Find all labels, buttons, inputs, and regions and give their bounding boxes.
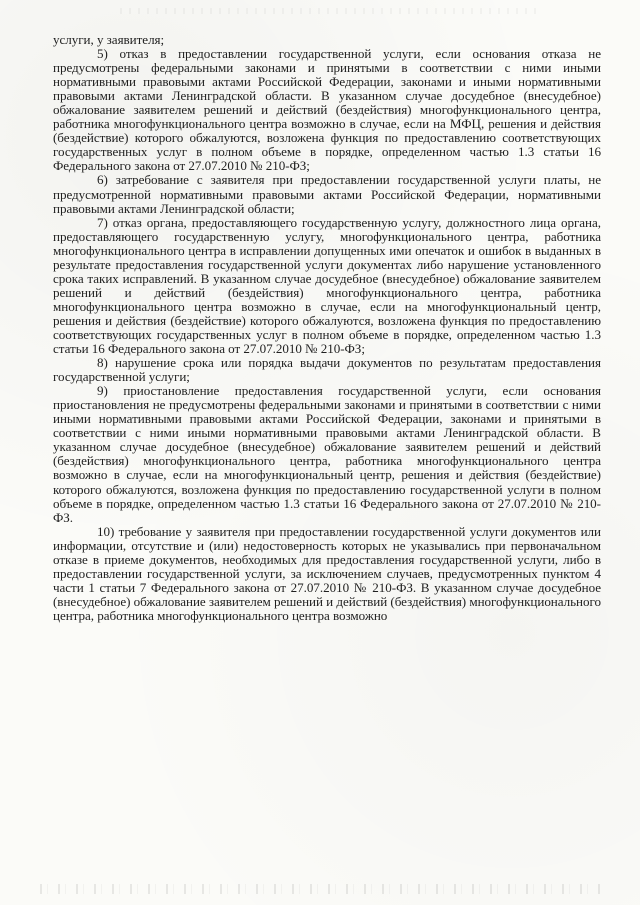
- paragraph-item-8: 8) нарушение срока или порядка выдачи документов по результатам предоставления государственной услуги;: [53, 355, 601, 385]
- document-body: [53, 33, 601, 623]
- scan-noise-top: [120, 8, 540, 14]
- scan-noise-bottom: [40, 884, 600, 894]
- paragraph-item-6: 6) затребование с заявителя при предоставлении государственной услуги платы, не предусмотренной нормативными правовыми актами Российской Федерации, нормативными правовыми актами Ленинградской области;: [53, 172, 601, 216]
- paragraph-item-5: 5) отказ в предоставлении государственной услуги, если основания отказа не предусмотрены федеральными законами и принятыми в соответствии с ними иными нормативными правовыми актами Российской Федерации, законами и иными нормативными правовыми актами Ленинградской области. В указанном случае досудебное (внесудебное) обжалование заявителем решений и действий (бездействия) многофункционального центра, работника многофункционального центра возможно в случае, если на МФЦ, решения и действия (бездействие) которого обжалуются, возложена функция по предоставлению соответствующих государственных услуг в полном объеме в порядке, определенном частью 1.3 статьи 16 Федерального закона от 27.07.2010 № 210-ФЗ;: [53, 46, 601, 174]
- paragraph-continuation: услуги, у заявителя;: [53, 32, 165, 47]
- paragraph-item-10: 10) требование у заявителя при предоставлении государственной услуги документов или информации, отсутствие и (или) недостоверность которых не указывались при первоначальном отказе в приеме документов, необходимых для предоставления государственной услуги, либо в предоставлении государственной услуги, за исключением случаев, предусмотренных пунктом 4 части 1 статьи 7 Федерального закона от 27.07.2010 № 210-ФЗ. В указанном случае досудебное (внесудебное) обжалование заявителем решений и действий (бездействия) многофункционального центра, работника многофункционального центра возможно: [53, 523, 601, 623]
- paragraph-item-7: 7) отказ органа, предоставляющего государственную услугу, должностного лица органа, предоставляющего государственную услугу, многофункционального центра, работника многофункционального центра в исправлении допущенных ими опечаток и ошибок в выданных в результате предоставления государственной услуги документах либо нарушение установленного срока таких исправлений. В указанном случае досудебное (внесудебное) обжалование заявителем решений и действий (бездействия) многофункционального центра, работника многофункционального центра возможно в случае, если на многофункциональный центр, решения и действия (бездействие) которого обжалуются, возложена функция по предоставлению соответствующих государственных услуг в полном объеме в порядке, определенном частью 1.3 статьи 16 Федерального закона от 27.07.2010 № 210-ФЗ;: [53, 214, 601, 357]
- paragraph-item-9: 9) приостановление предоставления государственной услуги, если основания приостановления не предусмотрены федеральными законами и принятыми в соответствии с ними иными нормативными правовыми актами Российской Федерации, законами и принятыми в соответствии с ними иными нормативными правовыми актами Ленинградской области. В указанном случае досудебное (внесудебное) обжалование заявителем решений и действий (бездействия) многофункционального центра, работника многофункционального центра возможно в случае, если на многофункциональный центр, решения и действия (бездействие) которого обжалуются, возложена функция по предоставлению государственной услуги в полном объеме в порядке, определенном частью 1.3 статьи 16 Федерального закона от 27.07.2010 № 210-ФЗ.: [53, 383, 601, 525]
